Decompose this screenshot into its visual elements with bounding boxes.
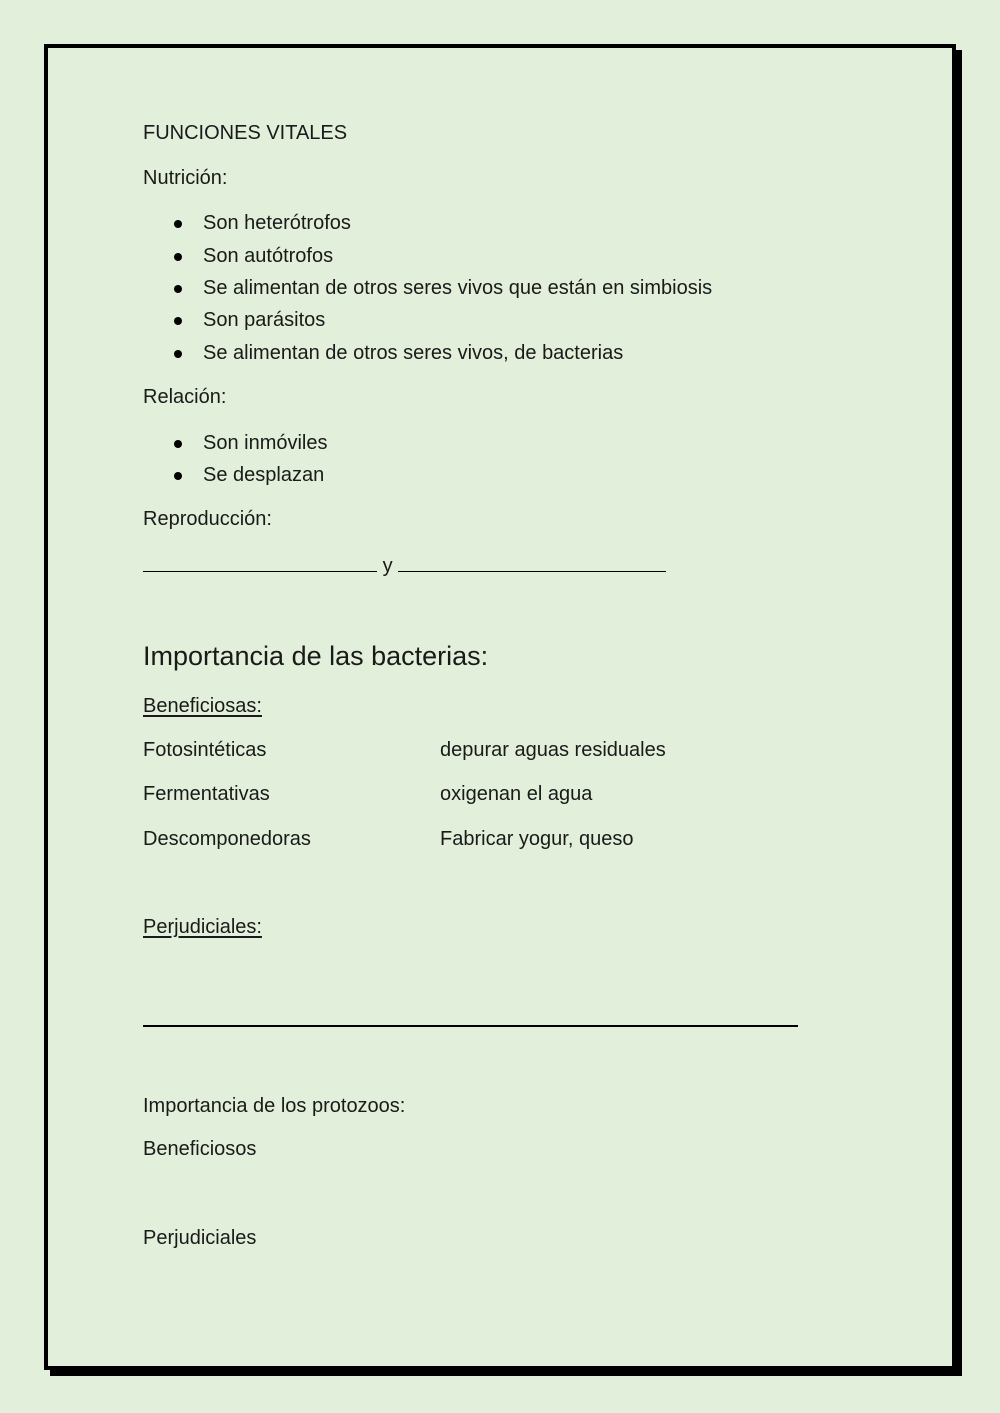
beneficiosas-label: Beneficiosas: xyxy=(143,695,262,717)
perjudiciales-answer-line[interactable] xyxy=(143,1025,798,1027)
nutricion-option[interactable]: Son heterótrofos xyxy=(203,212,351,234)
nutricion-option[interactable]: Se alimentan de otros seres vivos que están en simbiosis xyxy=(203,277,713,299)
bacteria-use-item[interactable]: Fabricar yogur, queso xyxy=(440,828,634,850)
perjudiciales-label: Perjudiciales: xyxy=(143,916,262,938)
relacion-option[interactable]: Se desplazan xyxy=(203,464,325,486)
reproduccion-blank-2[interactable] xyxy=(398,553,666,572)
protozoos-heading: Importancia de los protozoos: xyxy=(143,1095,406,1117)
nutricion-label: Nutrición: xyxy=(143,167,228,189)
bacteria-type-item[interactable]: Descomponedoras xyxy=(143,828,311,850)
nutricion-option[interactable]: Se alimentan de otros seres vivos, de bacterias xyxy=(203,342,624,364)
reproduccion-blank-1[interactable] xyxy=(143,553,377,572)
reproduccion-connector: y xyxy=(382,555,393,577)
bacteria-use-item[interactable]: depurar aguas residuales xyxy=(440,739,666,761)
relacion-option[interactable]: Son inmóviles xyxy=(203,432,328,454)
worksheet-title: FUNCIONES VITALES xyxy=(143,122,348,144)
protozoos-perjudiciales-label: Perjudiciales xyxy=(143,1227,257,1249)
bacterias-heading: Importancia de las bacterias: xyxy=(143,641,489,671)
nutricion-option[interactable]: Son parásitos xyxy=(203,309,326,331)
bacteria-type-item[interactable]: Fotosintéticas xyxy=(143,739,267,761)
reproduccion-answer-row xyxy=(143,553,666,578)
protozoos-beneficiosos-label: Beneficiosos xyxy=(143,1138,257,1160)
relacion-label: Relación: xyxy=(143,386,227,408)
reproduccion-label: Reproducción: xyxy=(143,508,272,530)
nutricion-option[interactable]: Son autótrofos xyxy=(203,245,334,267)
bacteria-use-item[interactable]: oxigenan el agua xyxy=(440,783,593,805)
bacteria-type-item[interactable]: Fermentativas xyxy=(143,783,270,805)
